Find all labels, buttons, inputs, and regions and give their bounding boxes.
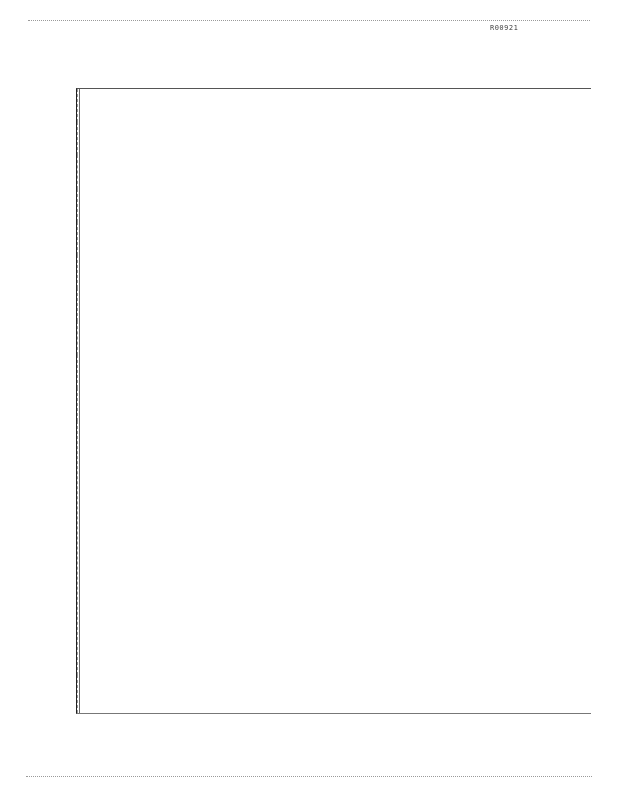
column-header (78, 156, 80, 189)
column-header (78, 222, 80, 255)
data-table (77, 89, 80, 713)
column-header (78, 89, 80, 122)
column-header (78, 255, 80, 288)
column-header (78, 321, 80, 354)
page-id: R00921 (490, 24, 519, 32)
column-header (78, 122, 80, 155)
column-header (78, 288, 80, 321)
column-header (78, 355, 80, 388)
footer-rule (26, 776, 592, 777)
column-header (78, 388, 80, 421)
column-header (78, 189, 80, 222)
column-header (78, 675, 80, 713)
data-table-frame (76, 88, 591, 714)
header-rule (28, 20, 590, 21)
table-header-row (78, 89, 80, 713)
rotated-table-container (77, 89, 591, 713)
column-header (78, 421, 80, 675)
